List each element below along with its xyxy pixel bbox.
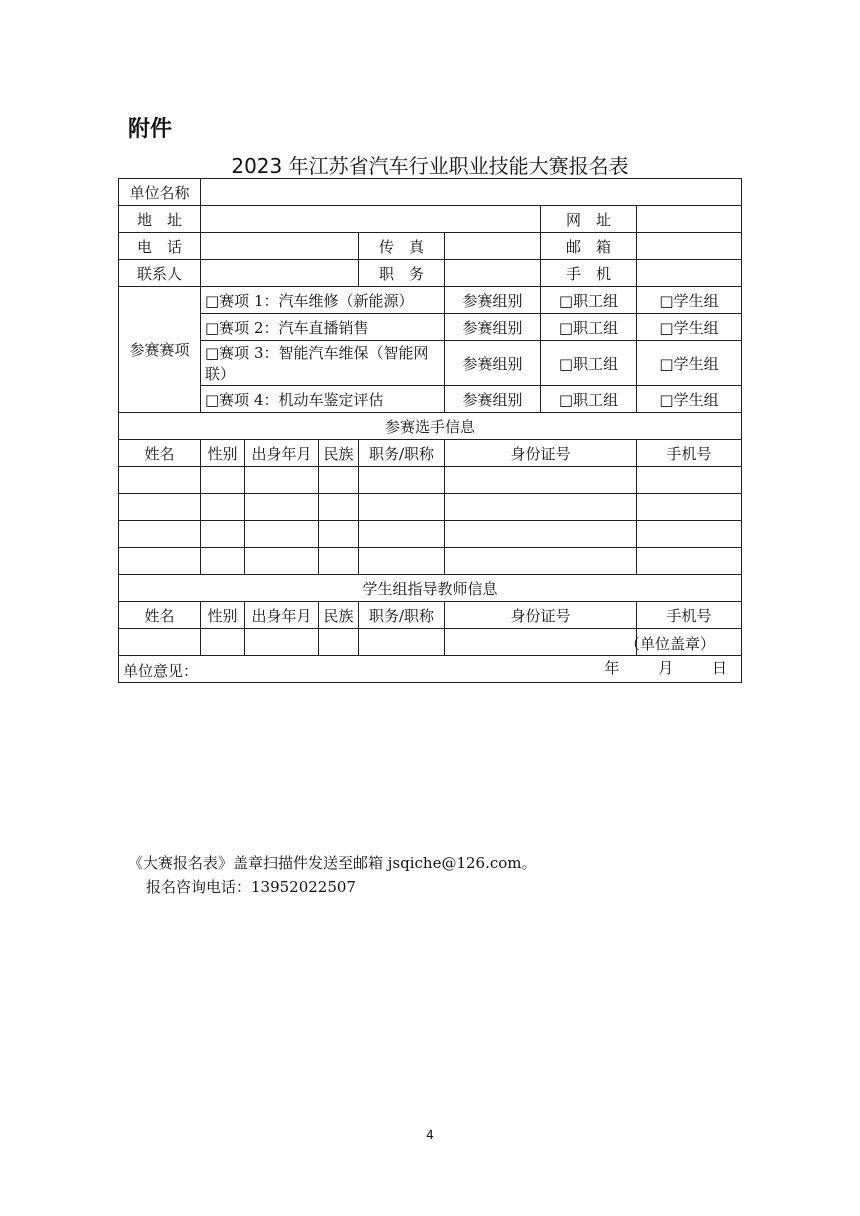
teacher-cell[interactable] [119, 629, 201, 656]
contestant-cell[interactable] [319, 494, 359, 521]
website-field[interactable] [637, 206, 742, 233]
group-label: 参赛组别 [445, 287, 541, 314]
contestant-row [119, 548, 742, 575]
contestant-cell[interactable] [201, 548, 245, 575]
student-group-checkbox[interactable]: □学生组 [637, 314, 742, 341]
contestant-cell[interactable] [319, 467, 359, 494]
address-field[interactable] [201, 206, 541, 233]
page-number: 4 [426, 1128, 434, 1142]
student-group-checkbox[interactable]: □学生组 [637, 386, 742, 413]
event-row [119, 386, 742, 413]
registration-form-table [118, 178, 742, 683]
contestant-cell[interactable] [637, 521, 742, 548]
event-option[interactable]: □赛项 4：机动车鉴定评估 [201, 386, 445, 413]
mobile-label: 手 机 [541, 260, 637, 287]
header-birth: 出身年月 [245, 440, 319, 467]
contestant-cell[interactable] [245, 548, 319, 575]
fax-field[interactable] [445, 233, 541, 260]
phone-label: 电 话 [119, 233, 201, 260]
website-label: 网 址 [541, 206, 637, 233]
event-row [119, 314, 742, 341]
contestant-cell[interactable] [445, 494, 637, 521]
contact-row [119, 260, 742, 287]
header-ethnicity: 民族 [319, 440, 359, 467]
unit-name-label: 单位名称 [119, 179, 201, 206]
contestant-row [119, 521, 742, 548]
position-label: 职 务 [359, 260, 445, 287]
day-label: 日 [712, 659, 730, 677]
header-title: 职务/职称 [359, 440, 445, 467]
teachers-section-title: 学生组指导教师信息 [119, 575, 742, 602]
contestant-row [119, 494, 742, 521]
group-label: 参赛组别 [445, 341, 541, 386]
event-option[interactable]: □赛项 2：汽车直播销售 [201, 314, 445, 341]
month-label: 月 [658, 659, 676, 677]
contestant-cell[interactable] [119, 548, 201, 575]
contact-label: 联系人 [119, 260, 201, 287]
header-mobile: 手机号 [637, 602, 742, 629]
opinion-box[interactable] [119, 635, 742, 683]
phone-field[interactable] [201, 233, 359, 260]
teacher-cell[interactable] [359, 629, 445, 656]
fax-label: 传 真 [359, 233, 445, 260]
unit-name-field[interactable] [201, 179, 742, 206]
contestant-cell[interactable] [637, 548, 742, 575]
contestant-cell[interactable] [119, 467, 201, 494]
header-birth: 出身年月 [245, 602, 319, 629]
contestant-cell[interactable] [319, 521, 359, 548]
seal-label: （单位盖章） [625, 635, 716, 653]
header-id-number: 身份证号 [445, 602, 637, 629]
contestant-cell[interactable] [119, 521, 201, 548]
contestant-cell[interactable] [445, 467, 637, 494]
header-gender: 性别 [201, 440, 245, 467]
teachers-header-row [119, 602, 742, 629]
event-option[interactable]: □赛项 3：智能汽车维保（智能网联） [201, 341, 445, 386]
contestant-cell[interactable] [359, 467, 445, 494]
contestant-cell[interactable] [201, 521, 245, 548]
mobile-field[interactable] [637, 260, 742, 287]
year-label: 年 [604, 659, 622, 677]
contestant-cell[interactable] [201, 467, 245, 494]
contestant-cell[interactable] [245, 494, 319, 521]
contestant-cell[interactable] [319, 548, 359, 575]
form-title: 2023 年江苏省汽车行业职业技能大赛报名表 [231, 154, 629, 178]
teachers-section-row [119, 575, 742, 602]
contestant-cell[interactable] [201, 494, 245, 521]
contestant-cell[interactable] [445, 548, 637, 575]
student-group-checkbox[interactable]: □学生组 [637, 341, 742, 386]
contestant-cell[interactable] [445, 521, 637, 548]
submit-note: 《大赛报名表》盖章扫描件发送至邮箱 jsqiche@126.com。 [128, 854, 537, 872]
contestant-row [119, 467, 742, 494]
teacher-cell[interactable] [201, 629, 245, 656]
group-label: 参赛组别 [445, 386, 541, 413]
contestant-cell[interactable] [637, 494, 742, 521]
header-gender: 性别 [201, 602, 245, 629]
header-name: 姓名 [119, 440, 201, 467]
address-label: 地 址 [119, 206, 201, 233]
contestant-cell[interactable] [359, 494, 445, 521]
staff-group-checkbox[interactable]: □职工组 [541, 314, 637, 341]
event-row [119, 287, 742, 314]
header-id-number: 身份证号 [445, 440, 637, 467]
attachment-label: 附件 [128, 117, 173, 142]
contestants-section-row [119, 413, 742, 440]
contestant-cell[interactable] [359, 548, 445, 575]
contestant-cell[interactable] [119, 494, 201, 521]
phone-row [119, 233, 742, 260]
date-line [574, 657, 729, 678]
opinion-row [119, 656, 742, 683]
contestant-cell[interactable] [637, 467, 742, 494]
opinion-label: 单位意见： [123, 662, 199, 680]
contact-phone-note: 报名咨询电话：13952022507 [146, 878, 356, 896]
header-mobile: 手机号 [637, 440, 742, 467]
teacher-cell[interactable] [319, 629, 359, 656]
staff-group-checkbox[interactable]: □职工组 [541, 287, 637, 314]
staff-group-checkbox[interactable]: □职工组 [541, 386, 637, 413]
email-field[interactable] [637, 233, 742, 260]
student-group-checkbox[interactable]: □学生组 [637, 287, 742, 314]
event-row [119, 341, 742, 386]
header-name: 姓名 [119, 602, 201, 629]
contestant-cell[interactable] [245, 467, 319, 494]
contestant-cell[interactable] [359, 521, 445, 548]
event-option[interactable]: □赛项 1：汽车维修（新能源） [201, 287, 445, 314]
unit-name-row [119, 179, 742, 206]
staff-group-checkbox[interactable]: □职工组 [541, 341, 637, 386]
group-label: 参赛组别 [445, 314, 541, 341]
header-ethnicity: 民族 [319, 602, 359, 629]
email-label: 邮 箱 [541, 233, 637, 260]
contact-field[interactable] [201, 260, 359, 287]
teacher-cell[interactable] [245, 629, 319, 656]
events-label: 参赛赛项 [119, 287, 201, 413]
teacher-cell[interactable] [445, 629, 637, 656]
contestants-header-row [119, 440, 742, 467]
contestants-section-title: 参赛选手信息 [119, 413, 742, 440]
address-row [119, 206, 742, 233]
position-field[interactable] [445, 260, 541, 287]
header-title: 职务/职称 [359, 602, 445, 629]
contestant-cell[interactable] [245, 521, 319, 548]
